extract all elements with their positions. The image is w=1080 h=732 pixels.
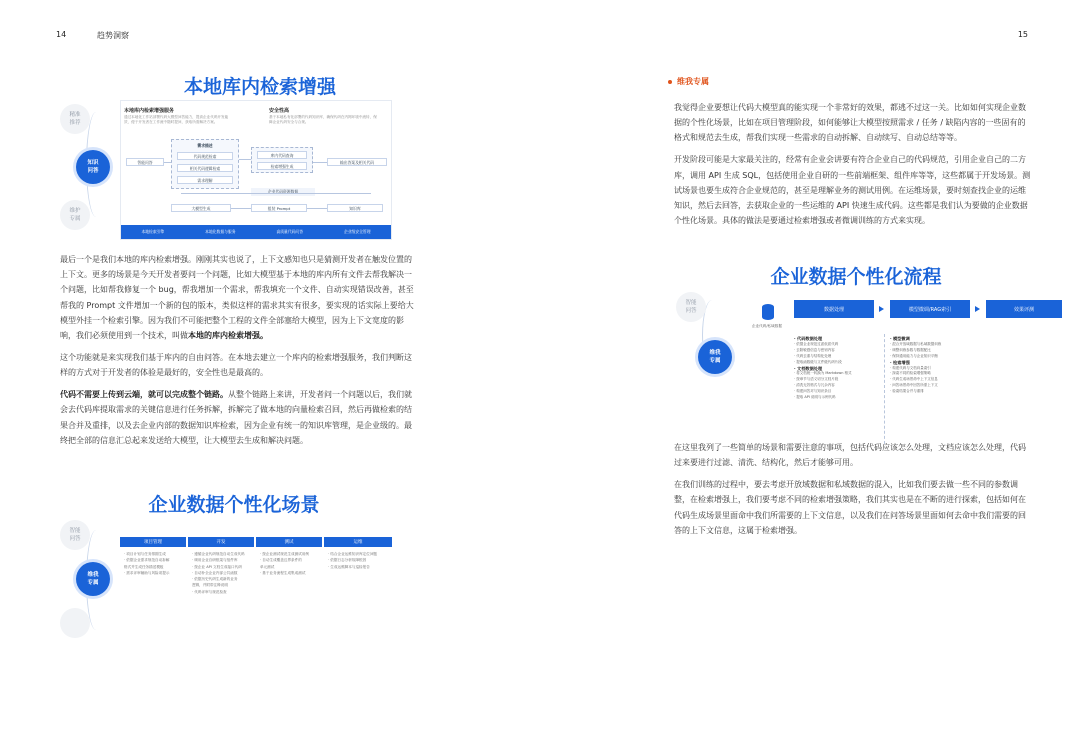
nav-circle: 维护 专属 — [60, 200, 90, 230]
paragraph: 开发阶段可能是大家最关注的，经常有企业会讲要有符合企业自己的代码规范，引用企业自己的二方库，调用 API 生成 SQL，包括使用企业自研的一些前端框架、组件库等等，这些都属于开发场景。测试场景也要生成符合企业规范的，甚至是理解业务的测试用例。在运维场景，要时刻查找企业的运维知识，然后去回答，去获取企业的一些运维的 API 快速生成代码。这些都是我们认为要做的企业数据个性化场景。具体的做法是要通过检索增强或者微调训练的方式来实现。 — [674, 155, 1031, 226]
nav-circle-active: 维我 专属 — [698, 340, 732, 374]
diagram-node: 知识库 — [327, 204, 383, 212]
left-body-text — [60, 252, 414, 455]
diagram-description: 通过本地化工作站部署代码大模型问答能力，提高企业代码开发能效，便于开发者在工作流中随时提问，获取所需解决方案。 — [124, 115, 229, 124]
diagram-connector — [307, 208, 327, 209]
page-number: 15 — [1017, 30, 1028, 39]
paragraph: 在这里我列了一些简单的场景和需要注意的事项，包括代码应该怎么处理，文档应该怎么处理，代码过来要进行过滤、清洗、结构化，然后才能够可用。 — [674, 443, 1026, 468]
diagram-node: 库内代码查询 — [257, 151, 307, 159]
scenario-table — [120, 537, 392, 647]
section-label: 维我专属 — [668, 76, 709, 87]
feature-label: 高质量代码问答 — [276, 229, 304, 234]
flow-arrow — [975, 306, 980, 312]
diagram-node: 检索增强生成 — [257, 162, 307, 170]
paragraph: 代码不需要上传到云端，就可以完成整个链路。从整个链路上来讲，开发者问一个问题以后，我们就会去代码库提取需求的关键信息进行任务拆解，拆解完了做本地的向量检索召回，然后再做检索的结果合并及重排，以及去企业内部的数据知识库检索，因为企业有统一的知识库管理，是企业级的。最终把全部的信息汇总起来发送给大模型，让大模型去生成和解决问题。 — [60, 390, 412, 445]
diagram-node: 组装 Prompt — [251, 204, 307, 212]
database-icon — [762, 304, 774, 320]
diagram-node: 相关代码逻辑检索 — [177, 164, 233, 172]
bullet-dot — [668, 80, 672, 84]
diagram-connector — [181, 193, 371, 194]
process-flow-diagram — [752, 300, 1062, 450]
diagram-connector — [313, 162, 327, 163]
diagram-connector — [239, 159, 251, 160]
table-header: 项目管理 — [120, 537, 186, 547]
flow-arrow — [879, 306, 884, 312]
running-title: 趋势洞察 — [97, 31, 129, 40]
table-header: 开发 — [188, 537, 254, 547]
diagram-node: 输出答案及相关代码 — [327, 158, 387, 166]
column-divider — [884, 334, 885, 444]
page-number: 14 — [56, 30, 67, 39]
nav-circle: 智能 问答 — [676, 292, 706, 322]
diagram-heading: 安全性高 — [269, 108, 290, 114]
table-header: 运维 — [324, 537, 392, 547]
diagram-description: 基于本地私有化部署的代码知识库，确保代码在内网环境中流转，保障企业代码安全与合规。 — [269, 115, 377, 124]
feature-label: 企业级安全管理 — [343, 229, 371, 234]
flow-step: 效果评测 — [986, 300, 1062, 318]
paragraph: 这个功能就是来实现我们基于库内的自由问答。在本地去建立一个库内的检索增强服务，我们判断这样的方式对于开发者的体验是最好的，安全性也是最高的。 — [60, 353, 412, 378]
table-column: · 按企业测试规范生成测试用例 · 自动生成覆盖边界条件的 单元测试 · 基于业务流程生成集成测试 — [260, 552, 310, 575]
right-body-text-top — [674, 100, 1032, 235]
diagram-connector — [164, 162, 171, 163]
table-column: · 遵循企业代码规范自动生成代码 · 调用企业自研框架与组件库 · 按企业 API 文档生成接口代码 · 自动补全企业内部公共函数 · 依据历史代码生成新的业务 逻辑，并附带注释说明 · 代码评审与规范检查 — [192, 552, 245, 594]
paragraph: 在我们训练的过程中，要去考虑开放域数据和私域数据的混入，比如我们要去做一些不同的参数调整，在检索增强上，我们要考虑不同的检索增强策略，我们其实也是在不断的进行探索，包括如何在代码生成场景里面命中我们所需要的上下文信息，以及我们在问答场景里面如何去命中我们需要的回答的上下文信息，这属于检索增强。 — [674, 480, 1026, 535]
table-column: · 项目计划与任务排期生成 · 依据企业需求规范自动拆解 格式并生成任务描述模板 · 需求评审辅助与风险项提示 — [124, 552, 170, 575]
diagram-node: 智能问答 — [126, 158, 164, 166]
database-label: 企业代码/私域数据 — [752, 324, 782, 328]
diagram-feature-strip — [121, 225, 391, 239]
nav-circle — [60, 608, 90, 638]
diagram-connector — [231, 208, 251, 209]
diagram-node: 代码规范检索 — [177, 152, 233, 160]
nav-circle-active: 维我 专属 — [76, 562, 110, 596]
nav-circle-active: 知识 问答 — [76, 150, 110, 184]
architecture-diagram — [120, 100, 392, 240]
table-column: · 结合企业运维知识库定位问题 · 依据日志分析故障根因 · 生成运维脚本与巡检报告 — [328, 552, 378, 569]
flow-column: · 模型微调 · 混合开放域数据与私域数据训练 · 调整训练参数与数据配比 · 保持通用能力与企业知识平衡 · 检索增强 · 构建代码与文档向量索引 · 探索不同的检索增强策略 · 代码生成场景命中上下文信息 · 问答场景命中回答所需上下文 · 检索结果合并与重排 — [890, 336, 942, 394]
diagram-node: 需求理解 — [177, 176, 233, 184]
diagram-node: 企业代码资源数据 — [251, 188, 315, 196]
paragraph: 我觉得企业要想让代码大模型真的能实现一个非常好的效果，都逃不过这一关。比如如何实现企业数据的个性化场景，比如在项目管理阶段，如何能够让大模型按照需求 / 任务 / 缺陷内容的一些固有的格式和规范去生成，帮我们实现一些需求的自动拆解、自动续写、自动总结等等。 — [674, 103, 1026, 143]
feature-label: 本地化数据与服务 — [205, 229, 236, 234]
flow-step: 模型微调/RAG索引 — [890, 300, 970, 318]
diagram-node: 大模型生成 — [171, 204, 231, 212]
right-body-text-bottom — [674, 440, 1032, 545]
feature-label: 本地检索引擎 — [141, 229, 165, 234]
paragraph: 最后一个是我们本地的库内检索增强。刚刚其实也说了，上下文感知也只是猜测开发者在触发位置的上下文。更多的场景是今天开发者要问一个问题，比如大模型基于本地的库内所有文件去帮我解决一个问题，比如帮我修复一个 bug，帮我增加一个需求，帮我填充一个文件、自动实现错误改善，甚至帮我的 Prompt 文件增加一个新的包的版本，类似这样的需求其实有很多，要实现的话实际上要给大模型外挂一个检索引擎。因为我们不可能把整个工程的文件全部塞给大模型，因为上下文宽度的影响，我们必须使用到一个技术，叫做本地的库内检索增强。 — [60, 255, 414, 341]
figure-title: 企业数据个性化流程 — [770, 266, 942, 288]
table-header: 测试 — [256, 537, 322, 547]
flow-step: 数据处理 — [794, 300, 874, 318]
nav-circle: 智能 问答 — [60, 520, 90, 550]
figure-title: 本地库内检索增强 — [183, 76, 336, 98]
diagram-heading: 本地库内检索增强服务 — [124, 108, 175, 114]
nav-circle: 精准 推荐 — [60, 104, 90, 134]
figure-title: 企业数据个性化场景 — [148, 494, 320, 516]
diagram-group-label: 需求描述 — [197, 143, 213, 148]
flow-column: · 代码数据处理 · 依据企业规范过滤低质代码 · 去除敏感信息与密钥内容 · 代码去重与结构化处理 · 提取函数级与文件级代码片段 · 文档数据处理 · 将文档统一转换为 Markdown 格式 · 按章节与语义切分文档片段 · 清洗无效格式与冗余内容 · 构建问答对与知识条目 · 提取 API 说明与示例代码 — [794, 336, 852, 400]
